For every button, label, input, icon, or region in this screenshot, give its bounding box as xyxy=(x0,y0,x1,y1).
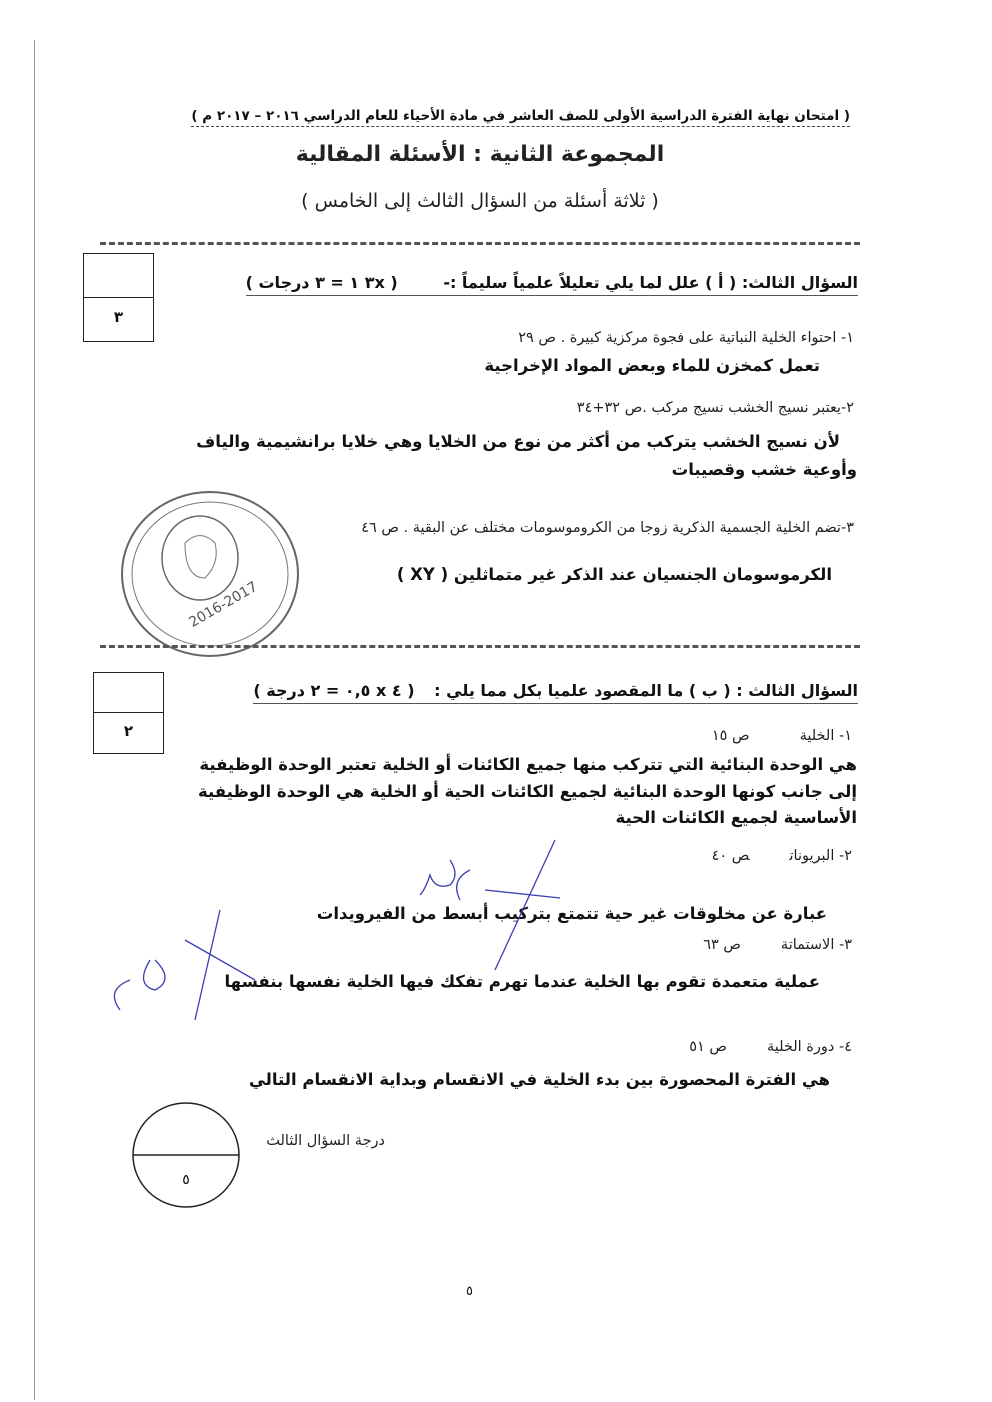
score-box-b xyxy=(93,672,164,754)
score-b: ٢ xyxy=(123,722,134,740)
page-ref: ص ٥١ xyxy=(689,1039,727,1055)
score-a: ٣ xyxy=(113,308,124,326)
page-ref: ص ٦٣ xyxy=(703,937,741,953)
stamp-year: 2016-2017 xyxy=(186,578,261,631)
x-mark-icon xyxy=(185,910,255,1020)
term-item xyxy=(703,937,852,953)
term: ١- الخلية xyxy=(799,728,852,744)
handwriting xyxy=(114,960,165,1010)
page-ref: ص ١٥ xyxy=(711,728,750,744)
term-item xyxy=(712,728,852,744)
answer-text: الكرموسومان الجنسيان عند الذكر غير متماثلين ( XY ) xyxy=(396,565,832,584)
page-number: ٥ xyxy=(466,1284,473,1299)
answer-text: عبارة عن مخلوقات غير حية تتمتع بتركيب أبسط من الفيرويدات xyxy=(316,904,827,923)
page-margin-line xyxy=(34,40,35,1400)
heading-text: السؤال الثالث: ( أ ) علل لما يلي تعليلاً علمياً سليماً :- xyxy=(443,273,858,292)
official-stamp xyxy=(115,488,305,663)
answer-text: وأوعية خشب وقصيبات xyxy=(671,460,857,479)
x-mark-icon xyxy=(485,840,560,970)
answer-text: هي الوحدة البنائية التي تتركب منها جميع الكائنات أو الخلية تعتبر الوحدة الوظيفية xyxy=(199,755,857,774)
divider xyxy=(100,242,860,245)
term-item xyxy=(689,1039,852,1055)
answer-text: لأن نسيج الخشب يتركب من أكثر من نوع من الخلايا وهي خلايا برانشيمية والياف xyxy=(196,432,840,451)
page-ref: ص ٤٠ xyxy=(711,848,750,864)
part-a-heading xyxy=(246,273,858,296)
answer-text: إلى جانب كونها الوحدة البنائية لجميع الكائنات الحية أو الخلية هي الوحدة الوظيفية xyxy=(198,782,857,801)
answer-text: هي الفترة المحصورة بين بدء الخلية في الانقسام وبداية الانقسام التالي xyxy=(248,1070,830,1089)
handwriting xyxy=(420,860,470,900)
answer-text: تعمل كمخزن للماء وبعض المواد الإخراجية xyxy=(484,356,820,375)
exam-header: ( امتحان نهاية الفترة الدراسية الأولى للصف العاشر في مادة الأحياء للعام الدراسي ٢٠١٦ – ٢٠١٧ م ) xyxy=(191,108,850,127)
total-score: ٥ xyxy=(182,1172,190,1188)
part-b-heading xyxy=(253,681,858,704)
score-box-a xyxy=(83,253,154,342)
question-item: ٣-تضم الخلية الجسمية الذكرية زوجا من الكروموسومات مختلف عن البقية . ص ٤٦ xyxy=(361,520,854,536)
part-b-marks: ( ٤ x ٠,٥ = ٢ درجة ) xyxy=(253,681,415,700)
term: ٤- دورة الخلية xyxy=(766,1039,852,1055)
divider xyxy=(100,645,860,648)
question-item: ١- احتواء الخلية النباتية على فجوة مركزية كبيرة . ص ٢٩ xyxy=(518,330,854,346)
teacher-pen-marks xyxy=(90,830,590,1030)
term-item xyxy=(712,848,852,864)
part-a-marks: ( ٣x ١ = ٣ درجات ) xyxy=(245,273,398,292)
term: ٣- الاستماتة xyxy=(780,937,852,953)
heading-text: السؤال الثالث : ( ب ) ما المقصود علميا بكل مما يلي : xyxy=(434,681,858,700)
total-score-circle xyxy=(130,1100,242,1210)
answer-text: الأساسية لجميع الكائنات الحية xyxy=(615,808,857,827)
answer-text: عملية متعمدة تقوم بها الخلية عندما تهرم تفكك فيها الخلية نفسها بنفسها xyxy=(224,972,820,991)
term: ٢- البريونات xyxy=(789,848,852,864)
page-title: المجموعة الثانية : الأسئلة المقالية xyxy=(295,142,665,167)
total-label: درجة السؤال الثالث xyxy=(266,1133,385,1149)
question-item: ٢-يعتبر نسيج الخشب نسيج مركب .ص ٣٢+٣٤ xyxy=(576,400,854,416)
page-subtitle: ( ثلاثة أسئلة من السؤال الثالث إلى الخامس ) xyxy=(301,190,659,212)
